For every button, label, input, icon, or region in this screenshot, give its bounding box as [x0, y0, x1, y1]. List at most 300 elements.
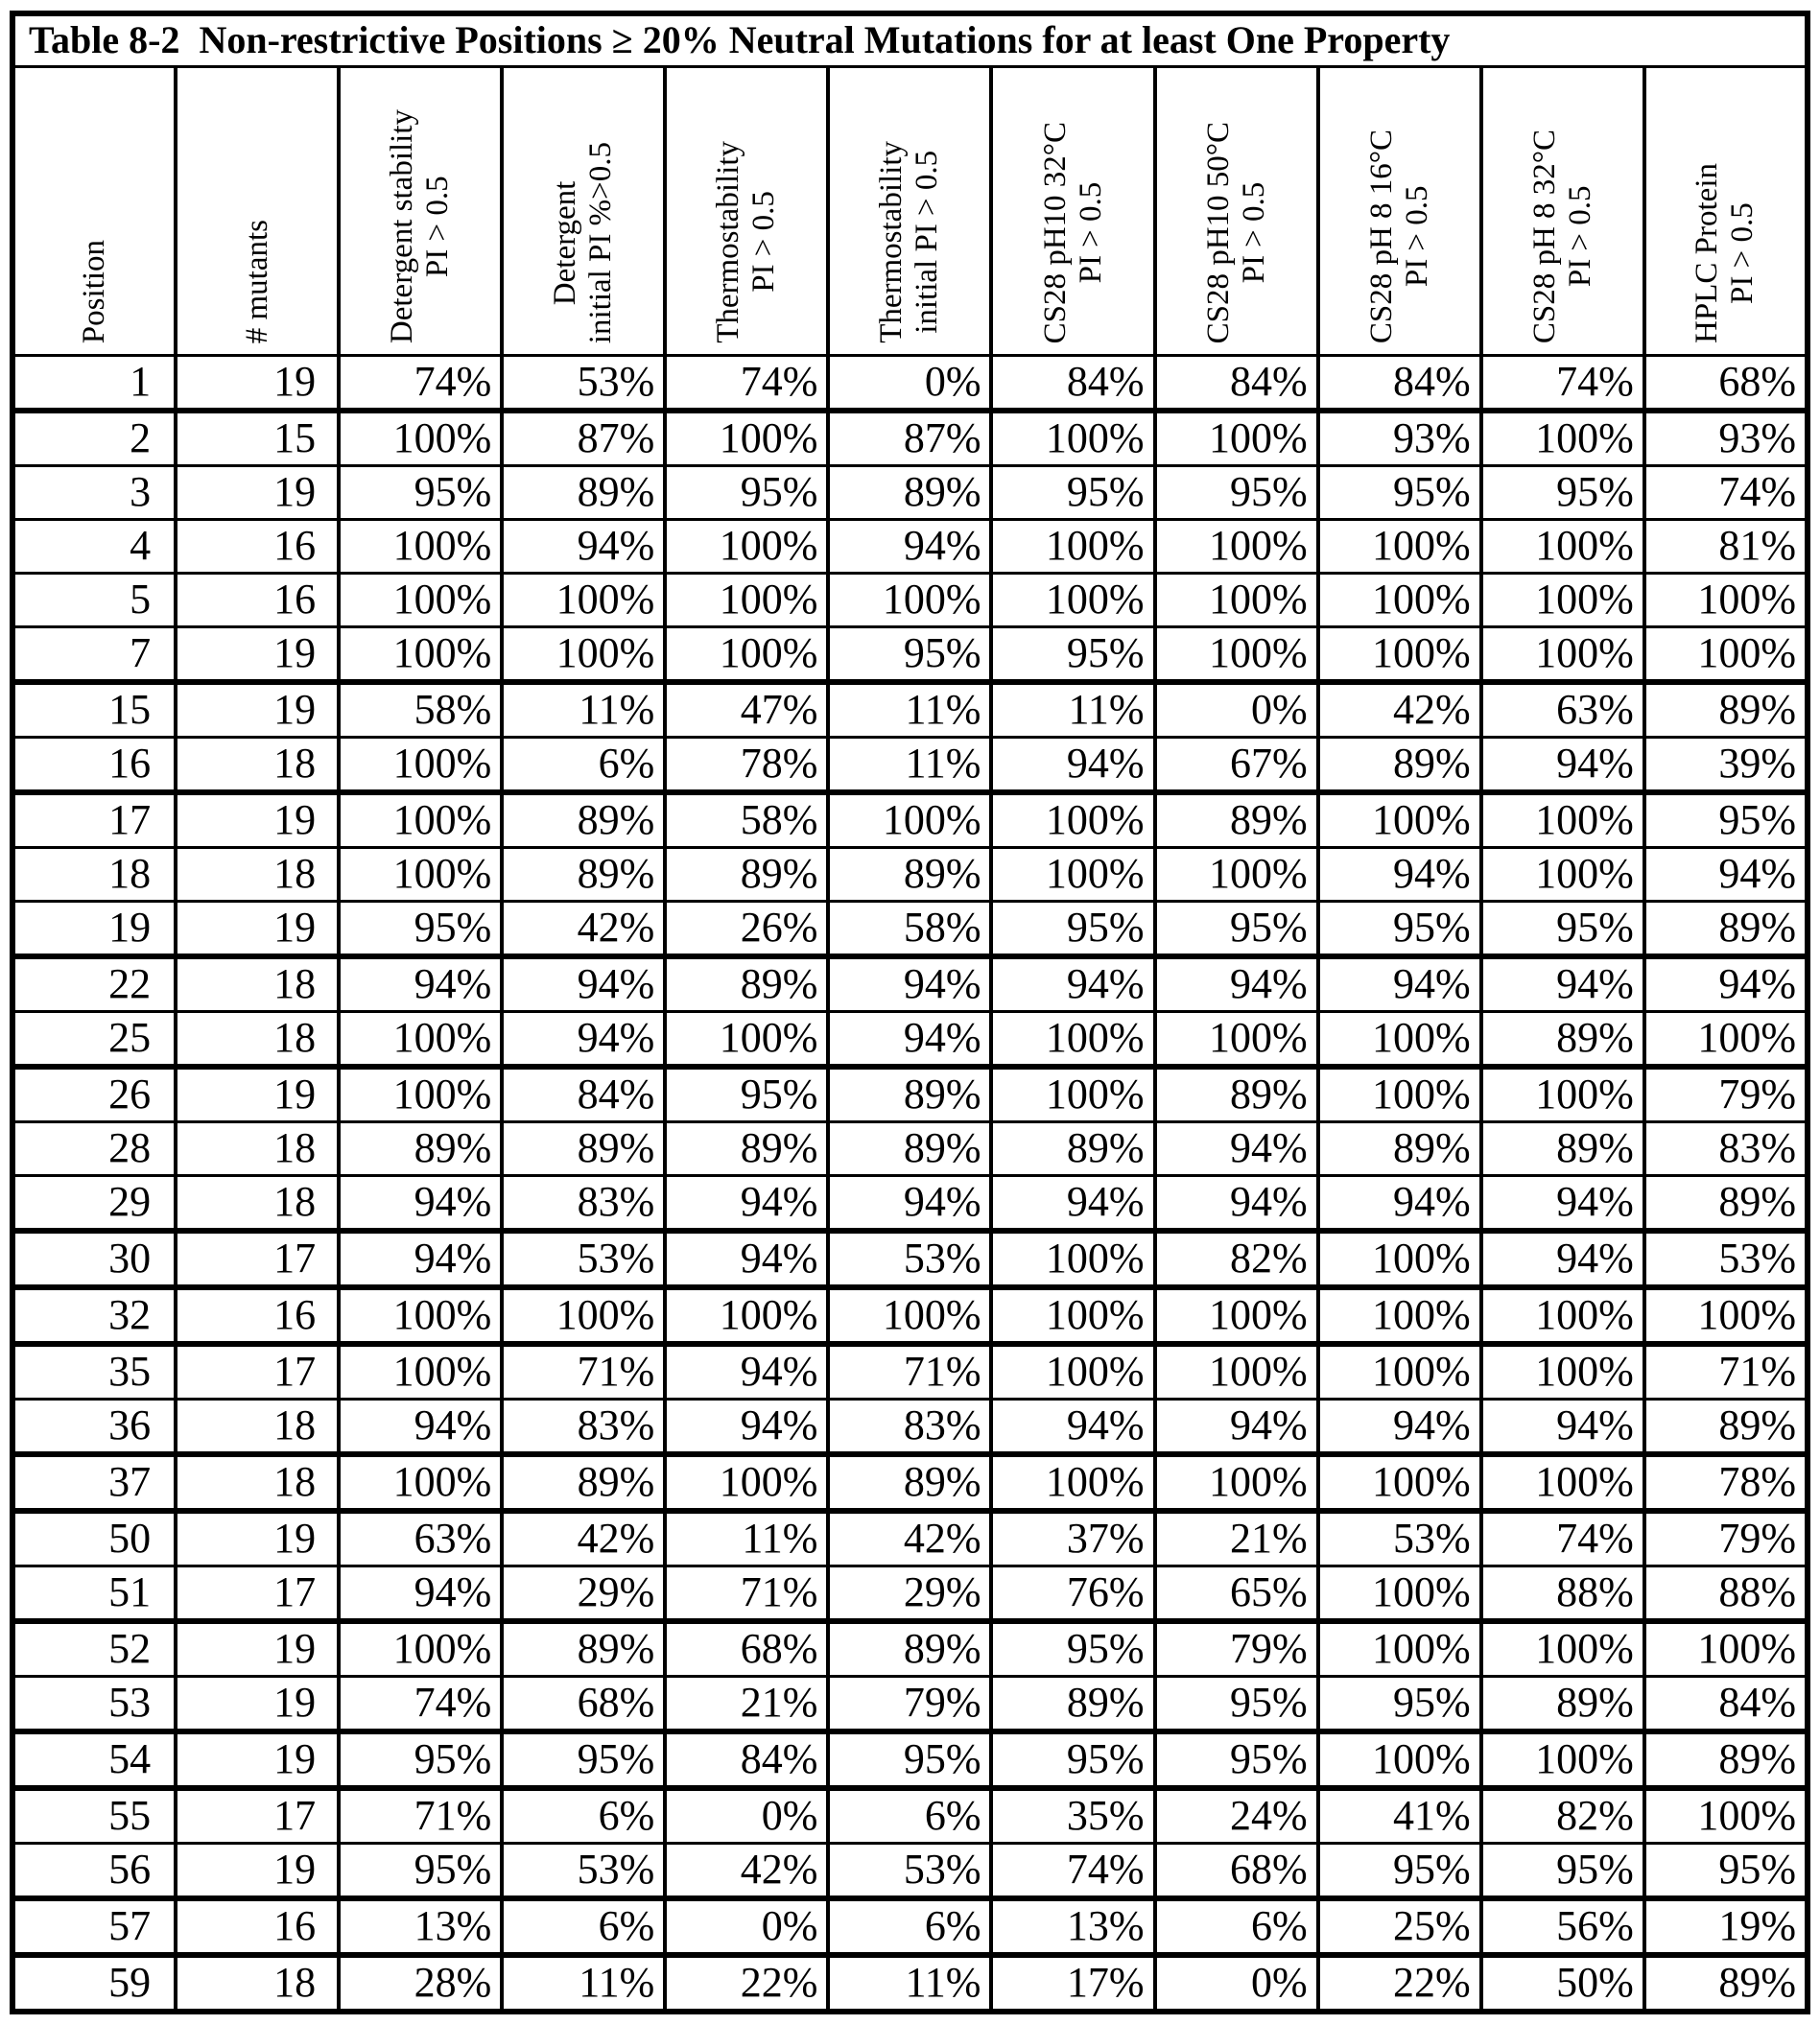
column-header-position [12, 67, 176, 356]
table-row-position-3 [12, 466, 1808, 520]
value-cell-thermostability-initial: 53% [828, 1844, 991, 1899]
value-cell-cs28-ph10-50c: 100% [1155, 1344, 1318, 1400]
value-cell-detergent-initial: 83% [502, 1400, 665, 1455]
value-cell-thermostability-initial: 29% [828, 1566, 991, 1622]
value-cell-cs28-ph8-32c: 63% [1481, 682, 1644, 738]
value-cell-cs28-ph10-32c: 100% [991, 1344, 1154, 1400]
value-cell-cs28-ph8-32c: 94% [1481, 956, 1644, 1012]
value-cell-hplc-protein: 68% [1644, 356, 1808, 412]
value-cell-detergent-stability: 95% [339, 1844, 502, 1899]
value-cell-hplc-protein: 71% [1644, 1344, 1808, 1400]
value-cell-thermostability-initial: 42% [828, 1511, 991, 1566]
table-title: Table 8-2 Non-restrictive Positions ≥ 20% Neutral Mutations for at least One Property [12, 13, 1808, 67]
value-cell-cs28-ph8-16c: 100% [1318, 1454, 1481, 1511]
value-cell-hplc-protein: 93% [1644, 411, 1808, 466]
value-cell-cs28-ph8-16c: 53% [1318, 1511, 1481, 1566]
value-cell-detergent-stability: 100% [339, 520, 502, 574]
table-row-position-52 [12, 1621, 1808, 1677]
value-cell-detergent-initial: 100% [502, 1287, 665, 1344]
value-cell-detergent-stability: 100% [339, 1621, 502, 1677]
value-cell-thermostability-initial: 0% [828, 356, 991, 412]
table-row-position-51 [12, 1566, 1808, 1622]
value-cell-thermostability-initial: 100% [828, 574, 991, 627]
table-row-position-59 [12, 1955, 1808, 2012]
mutants-cell: 18 [176, 1400, 339, 1455]
value-cell-thermostability: 78% [665, 738, 828, 793]
position-cell: 3 [12, 466, 176, 520]
value-cell-cs28-ph10-32c: 100% [991, 574, 1154, 627]
mutants-cell: 19 [176, 902, 339, 957]
value-cell-cs28-ph8-16c: 95% [1318, 1844, 1481, 1899]
value-cell-hplc-protein: 74% [1644, 466, 1808, 520]
column-header-hplc-protein [1644, 67, 1808, 356]
position-cell: 51 [12, 1566, 176, 1622]
value-cell-thermostability-initial: 100% [828, 792, 991, 848]
value-cell-cs28-ph10-50c: 0% [1155, 1955, 1318, 2012]
value-cell-cs28-ph8-32c: 95% [1481, 466, 1644, 520]
table-row-position-28 [12, 1122, 1808, 1176]
value-cell-cs28-ph8-32c: 100% [1481, 792, 1644, 848]
column-header-cs28-ph10-50c [1155, 67, 1318, 356]
mutants-cell: 18 [176, 956, 339, 1012]
value-cell-hplc-protein: 89% [1644, 1955, 1808, 2012]
table-row-position-1 [12, 356, 1808, 412]
value-cell-detergent-initial: 6% [502, 1788, 665, 1844]
value-cell-cs28-ph8-32c: 100% [1481, 1454, 1644, 1511]
value-cell-thermostability: 68% [665, 1621, 828, 1677]
table-row-position-30 [12, 1231, 1808, 1287]
value-cell-detergent-stability: 100% [339, 1287, 502, 1344]
value-cell-cs28-ph10-50c: 95% [1155, 466, 1318, 520]
value-cell-detergent-stability: 94% [339, 956, 502, 1012]
table-row-position-15 [12, 682, 1808, 738]
mutants-cell: 19 [176, 1067, 339, 1122]
value-cell-cs28-ph8-32c: 89% [1481, 1012, 1644, 1068]
value-cell-thermostability-initial: 79% [828, 1677, 991, 1732]
value-cell-detergent-stability: 94% [339, 1400, 502, 1455]
mutants-cell: 19 [176, 1844, 339, 1899]
value-cell-cs28-ph10-32c: 84% [991, 356, 1154, 412]
value-cell-hplc-protein: 88% [1644, 1566, 1808, 1622]
position-cell: 7 [12, 627, 176, 683]
position-cell: 52 [12, 1621, 176, 1677]
value-cell-cs28-ph8-32c: 100% [1481, 848, 1644, 902]
table-row-position-56 [12, 1844, 1808, 1899]
value-cell-thermostability-initial: 89% [828, 1454, 991, 1511]
value-cell-thermostability: 42% [665, 1844, 828, 1899]
table-title-row [12, 13, 1808, 67]
column-header-thermostability-initial [828, 67, 991, 356]
value-cell-cs28-ph10-32c: 13% [991, 1898, 1154, 1955]
value-cell-cs28-ph8-16c: 94% [1318, 1176, 1481, 1232]
mutants-cell: 19 [176, 792, 339, 848]
value-cell-cs28-ph8-32c: 50% [1481, 1955, 1644, 2012]
value-cell-thermostability: 100% [665, 1287, 828, 1344]
value-cell-thermostability-initial: 95% [828, 627, 991, 683]
mutants-cell: 19 [176, 1731, 339, 1788]
table-row-position-17 [12, 792, 1808, 848]
position-cell: 17 [12, 792, 176, 848]
value-cell-thermostability: 94% [665, 1344, 828, 1400]
value-cell-cs28-ph8-16c: 100% [1318, 1012, 1481, 1068]
position-cell: 36 [12, 1400, 176, 1455]
value-cell-cs28-ph10-32c: 37% [991, 1511, 1154, 1566]
table-row-position-22 [12, 956, 1808, 1012]
value-cell-thermostability: 100% [665, 627, 828, 683]
value-cell-thermostability-initial: 6% [828, 1788, 991, 1844]
value-cell-hplc-protein: 100% [1644, 574, 1808, 627]
value-cell-cs28-ph8-16c: 89% [1318, 738, 1481, 793]
value-cell-cs28-ph8-16c: 94% [1318, 956, 1481, 1012]
column-header-label: Thermostability initial PI > 0.5 [874, 141, 945, 343]
value-cell-cs28-ph8-32c: 89% [1481, 1122, 1644, 1176]
value-cell-cs28-ph8-32c: 100% [1481, 411, 1644, 466]
value-cell-cs28-ph8-16c: 100% [1318, 1731, 1481, 1788]
value-cell-cs28-ph8-32c: 82% [1481, 1788, 1644, 1844]
value-cell-detergent-stability: 100% [339, 1344, 502, 1400]
value-cell-cs28-ph10-32c: 89% [991, 1122, 1154, 1176]
mutants-cell: 18 [176, 738, 339, 793]
value-cell-detergent-stability: 94% [339, 1231, 502, 1287]
table-body [12, 356, 1808, 2013]
value-cell-cs28-ph8-32c: 95% [1481, 902, 1644, 957]
position-cell: 5 [12, 574, 176, 627]
column-header-label: CS28 pH10 50°C PI > 0.5 [1200, 121, 1271, 343]
column-header-label: CS28 pH10 32°C PI > 0.5 [1037, 121, 1108, 343]
value-cell-thermostability-initial: 89% [828, 1067, 991, 1122]
mutants-cell: 18 [176, 1454, 339, 1511]
value-cell-cs28-ph10-50c: 82% [1155, 1231, 1318, 1287]
value-cell-detergent-initial: 11% [502, 1955, 665, 2012]
value-cell-cs28-ph8-16c: 41% [1318, 1788, 1481, 1844]
value-cell-cs28-ph8-32c: 74% [1481, 356, 1644, 412]
value-cell-detergent-initial: 68% [502, 1677, 665, 1732]
neutral-mutations-table [10, 11, 1810, 2014]
table-row-position-54 [12, 1731, 1808, 1788]
value-cell-cs28-ph10-32c: 100% [991, 792, 1154, 848]
mutants-cell: 17 [176, 1788, 339, 1844]
value-cell-detergent-initial: 100% [502, 627, 665, 683]
column-header-label: # mutants [239, 219, 274, 343]
value-cell-cs28-ph8-32c: 89% [1481, 1677, 1644, 1732]
table-row-position-55 [12, 1788, 1808, 1844]
value-cell-cs28-ph10-32c: 74% [991, 1844, 1154, 1899]
position-cell: 22 [12, 956, 176, 1012]
value-cell-cs28-ph10-50c: 94% [1155, 1176, 1318, 1232]
column-header-cs28-ph8-16c [1318, 67, 1481, 356]
value-cell-cs28-ph10-32c: 100% [991, 1067, 1154, 1122]
value-cell-thermostability-initial: 83% [828, 1400, 991, 1455]
value-cell-hplc-protein: 94% [1644, 956, 1808, 1012]
position-cell: 55 [12, 1788, 176, 1844]
value-cell-detergent-stability: 95% [339, 466, 502, 520]
value-cell-cs28-ph8-16c: 100% [1318, 1067, 1481, 1122]
mutants-cell: 18 [176, 1012, 339, 1068]
value-cell-thermostability-initial: 53% [828, 1231, 991, 1287]
value-cell-detergent-stability: 71% [339, 1788, 502, 1844]
value-cell-cs28-ph8-32c: 74% [1481, 1511, 1644, 1566]
value-cell-cs28-ph10-50c: 100% [1155, 411, 1318, 466]
value-cell-thermostability-initial: 11% [828, 682, 991, 738]
mutants-cell: 16 [176, 574, 339, 627]
value-cell-hplc-protein: 95% [1644, 792, 1808, 848]
table-row-position-53 [12, 1677, 1808, 1732]
value-cell-detergent-stability: 74% [339, 356, 502, 412]
mutants-cell: 18 [176, 1122, 339, 1176]
value-cell-cs28-ph8-32c: 100% [1481, 1287, 1644, 1344]
value-cell-thermostability-initial: 94% [828, 1176, 991, 1232]
value-cell-thermostability: 22% [665, 1955, 828, 2012]
value-cell-detergent-initial: 6% [502, 1898, 665, 1955]
position-cell: 26 [12, 1067, 176, 1122]
value-cell-detergent-initial: 94% [502, 956, 665, 1012]
value-cell-cs28-ph10-32c: 100% [991, 411, 1154, 466]
value-cell-hplc-protein: 89% [1644, 1176, 1808, 1232]
value-cell-cs28-ph10-50c: 68% [1155, 1844, 1318, 1899]
value-cell-detergent-initial: 89% [502, 1122, 665, 1176]
value-cell-cs28-ph10-32c: 17% [991, 1955, 1154, 2012]
value-cell-thermostability: 94% [665, 1231, 828, 1287]
column-header-detergent-stability [339, 67, 502, 356]
value-cell-cs28-ph10-32c: 76% [991, 1566, 1154, 1622]
position-cell: 54 [12, 1731, 176, 1788]
value-cell-hplc-protein: 100% [1644, 1287, 1808, 1344]
value-cell-thermostability: 89% [665, 848, 828, 902]
position-cell: 53 [12, 1677, 176, 1732]
value-cell-cs28-ph10-32c: 100% [991, 1287, 1154, 1344]
value-cell-detergent-initial: 53% [502, 1844, 665, 1899]
position-cell: 29 [12, 1176, 176, 1232]
value-cell-thermostability: 84% [665, 1731, 828, 1788]
value-cell-hplc-protein: 89% [1644, 902, 1808, 957]
value-cell-detergent-initial: 95% [502, 1731, 665, 1788]
value-cell-detergent-initial: 89% [502, 1454, 665, 1511]
value-cell-thermostability: 89% [665, 956, 828, 1012]
column-header-detergent-initial [502, 67, 665, 356]
value-cell-thermostability-initial: 11% [828, 1955, 991, 2012]
mutants-cell: 18 [176, 1955, 339, 2012]
value-cell-hplc-protein: 100% [1644, 627, 1808, 683]
value-cell-detergent-initial: 84% [502, 1067, 665, 1122]
value-cell-thermostability-initial: 89% [828, 1621, 991, 1677]
value-cell-thermostability-initial: 6% [828, 1898, 991, 1955]
value-cell-cs28-ph8-16c: 95% [1318, 1677, 1481, 1732]
value-cell-thermostability: 11% [665, 1511, 828, 1566]
value-cell-detergent-initial: 89% [502, 466, 665, 520]
value-cell-cs28-ph8-16c: 95% [1318, 902, 1481, 957]
value-cell-thermostability: 100% [665, 1012, 828, 1068]
value-cell-thermostability-initial: 87% [828, 411, 991, 466]
value-cell-detergent-initial: 89% [502, 792, 665, 848]
value-cell-detergent-stability: 100% [339, 792, 502, 848]
table-row-position-37 [12, 1454, 1808, 1511]
column-header-label: CS28 pH 8 32°C PI > 0.5 [1526, 129, 1597, 343]
value-cell-cs28-ph10-50c: 100% [1155, 520, 1318, 574]
value-cell-detergent-initial: 94% [502, 1012, 665, 1068]
value-cell-detergent-stability: 89% [339, 1122, 502, 1176]
value-cell-detergent-initial: 42% [502, 1511, 665, 1566]
value-cell-thermostability: 74% [665, 356, 828, 412]
value-cell-thermostability-initial: 94% [828, 520, 991, 574]
value-cell-thermostability-initial: 94% [828, 956, 991, 1012]
value-cell-detergent-stability: 28% [339, 1955, 502, 2012]
value-cell-cs28-ph8-32c: 100% [1481, 520, 1644, 574]
column-header-thermostability [665, 67, 828, 356]
value-cell-detergent-stability: 100% [339, 411, 502, 466]
table-row-position-5 [12, 574, 1808, 627]
value-cell-thermostability: 100% [665, 1454, 828, 1511]
value-cell-hplc-protein: 100% [1644, 1621, 1808, 1677]
mutants-cell: 17 [176, 1344, 339, 1400]
value-cell-cs28-ph8-32c: 94% [1481, 1231, 1644, 1287]
column-header-mutants [176, 67, 339, 356]
value-cell-detergent-stability: 100% [339, 1012, 502, 1068]
position-cell: 16 [12, 738, 176, 793]
value-cell-detergent-initial: 29% [502, 1566, 665, 1622]
mutants-cell: 16 [176, 1287, 339, 1344]
table-row-position-2 [12, 411, 1808, 466]
value-cell-detergent-initial: 87% [502, 411, 665, 466]
value-cell-thermostability: 94% [665, 1400, 828, 1455]
value-cell-cs28-ph10-50c: 100% [1155, 1012, 1318, 1068]
value-cell-cs28-ph10-50c: 95% [1155, 902, 1318, 957]
position-cell: 2 [12, 411, 176, 466]
value-cell-cs28-ph10-32c: 89% [991, 1677, 1154, 1732]
mutants-cell: 18 [176, 848, 339, 902]
table-row-position-50 [12, 1511, 1808, 1566]
value-cell-cs28-ph10-32c: 100% [991, 520, 1154, 574]
value-cell-detergent-stability: 100% [339, 627, 502, 683]
table-row-position-18 [12, 848, 1808, 902]
mutants-cell: 17 [176, 1566, 339, 1622]
value-cell-hplc-protein: 78% [1644, 1454, 1808, 1511]
value-cell-thermostability: 47% [665, 682, 828, 738]
value-cell-cs28-ph8-16c: 100% [1318, 1344, 1481, 1400]
value-cell-cs28-ph10-32c: 94% [991, 1176, 1154, 1232]
value-cell-cs28-ph10-50c: 21% [1155, 1511, 1318, 1566]
value-cell-thermostability-initial: 95% [828, 1731, 991, 1788]
value-cell-cs28-ph8-32c: 100% [1481, 574, 1644, 627]
mutants-cell: 15 [176, 411, 339, 466]
value-cell-detergent-stability: 74% [339, 1677, 502, 1732]
value-cell-cs28-ph10-50c: 24% [1155, 1788, 1318, 1844]
position-cell: 19 [12, 902, 176, 957]
value-cell-cs28-ph8-16c: 100% [1318, 1231, 1481, 1287]
value-cell-cs28-ph10-32c: 95% [991, 466, 1154, 520]
value-cell-cs28-ph10-50c: 95% [1155, 1731, 1318, 1788]
value-cell-thermostability-initial: 100% [828, 1287, 991, 1344]
value-cell-cs28-ph8-16c: 25% [1318, 1898, 1481, 1955]
value-cell-cs28-ph10-50c: 95% [1155, 1677, 1318, 1732]
value-cell-cs28-ph8-16c: 95% [1318, 466, 1481, 520]
value-cell-thermostability: 71% [665, 1566, 828, 1622]
value-cell-cs28-ph8-32c: 95% [1481, 1844, 1644, 1899]
value-cell-detergent-initial: 100% [502, 574, 665, 627]
table-row-position-57 [12, 1898, 1808, 1955]
position-cell: 32 [12, 1287, 176, 1344]
value-cell-cs28-ph10-50c: 100% [1155, 848, 1318, 902]
value-cell-cs28-ph10-50c: 67% [1155, 738, 1318, 793]
value-cell-cs28-ph10-50c: 79% [1155, 1621, 1318, 1677]
column-header-label: Position [77, 239, 112, 343]
value-cell-hplc-protein: 95% [1644, 1844, 1808, 1899]
value-cell-cs28-ph8-32c: 100% [1481, 627, 1644, 683]
mutants-cell: 18 [176, 1176, 339, 1232]
value-cell-hplc-protein: 89% [1644, 1400, 1808, 1455]
mutants-cell: 19 [176, 356, 339, 412]
value-cell-cs28-ph8-16c: 42% [1318, 682, 1481, 738]
value-cell-thermostability: 21% [665, 1677, 828, 1732]
value-cell-thermostability: 95% [665, 1067, 828, 1122]
value-cell-detergent-stability: 94% [339, 1566, 502, 1622]
table-row-position-29 [12, 1176, 1808, 1232]
value-cell-detergent-stability: 100% [339, 1067, 502, 1122]
value-cell-cs28-ph10-50c: 94% [1155, 1122, 1318, 1176]
value-cell-cs28-ph10-32c: 95% [991, 1621, 1154, 1677]
value-cell-cs28-ph10-32c: 11% [991, 682, 1154, 738]
value-cell-thermostability-initial: 58% [828, 902, 991, 957]
value-cell-cs28-ph8-32c: 94% [1481, 1176, 1644, 1232]
value-cell-thermostability: 94% [665, 1176, 828, 1232]
value-cell-detergent-initial: 11% [502, 682, 665, 738]
value-cell-cs28-ph8-32c: 100% [1481, 1731, 1644, 1788]
value-cell-hplc-protein: 100% [1644, 1012, 1808, 1068]
column-header-label: CS28 pH 8 16°C PI > 0.5 [1363, 129, 1434, 343]
value-cell-cs28-ph8-32c: 88% [1481, 1566, 1644, 1622]
value-cell-cs28-ph10-32c: 94% [991, 738, 1154, 793]
table-row-position-7 [12, 627, 1808, 683]
value-cell-cs28-ph10-32c: 95% [991, 627, 1154, 683]
mutants-cell: 19 [176, 466, 339, 520]
value-cell-cs28-ph8-16c: 100% [1318, 574, 1481, 627]
mutants-cell: 19 [176, 627, 339, 683]
value-cell-detergent-initial: 42% [502, 902, 665, 957]
value-cell-thermostability: 100% [665, 574, 828, 627]
position-cell: 25 [12, 1012, 176, 1068]
value-cell-detergent-stability: 95% [339, 1731, 502, 1788]
value-cell-thermostability-initial: 71% [828, 1344, 991, 1400]
value-cell-thermostability-initial: 89% [828, 466, 991, 520]
value-cell-detergent-initial: 83% [502, 1176, 665, 1232]
position-cell: 57 [12, 1898, 176, 1955]
position-cell: 1 [12, 356, 176, 412]
value-cell-cs28-ph10-32c: 35% [991, 1788, 1154, 1844]
table-row-position-4 [12, 520, 1808, 574]
column-header-cs28-ph8-32c [1481, 67, 1644, 356]
value-cell-cs28-ph10-32c: 94% [991, 956, 1154, 1012]
position-cell: 50 [12, 1511, 176, 1566]
value-cell-detergent-initial: 53% [502, 356, 665, 412]
value-cell-cs28-ph8-32c: 94% [1481, 738, 1644, 793]
table-row-position-36 [12, 1400, 1808, 1455]
value-cell-detergent-stability: 13% [339, 1898, 502, 1955]
value-cell-hplc-protein: 83% [1644, 1122, 1808, 1176]
column-header-label: HPLC Protein PI > 0.5 [1690, 163, 1761, 343]
value-cell-cs28-ph8-32c: 100% [1481, 1621, 1644, 1677]
position-cell: 15 [12, 682, 176, 738]
value-cell-cs28-ph10-32c: 95% [991, 902, 1154, 957]
value-cell-cs28-ph10-50c: 100% [1155, 574, 1318, 627]
value-cell-thermostability-initial: 89% [828, 1122, 991, 1176]
position-cell: 37 [12, 1454, 176, 1511]
value-cell-detergent-stability: 58% [339, 682, 502, 738]
value-cell-detergent-initial: 89% [502, 848, 665, 902]
value-cell-cs28-ph8-32c: 56% [1481, 1898, 1644, 1955]
value-cell-detergent-stability: 95% [339, 902, 502, 957]
value-cell-detergent-stability: 100% [339, 848, 502, 902]
position-cell: 56 [12, 1844, 176, 1899]
value-cell-thermostability: 89% [665, 1122, 828, 1176]
